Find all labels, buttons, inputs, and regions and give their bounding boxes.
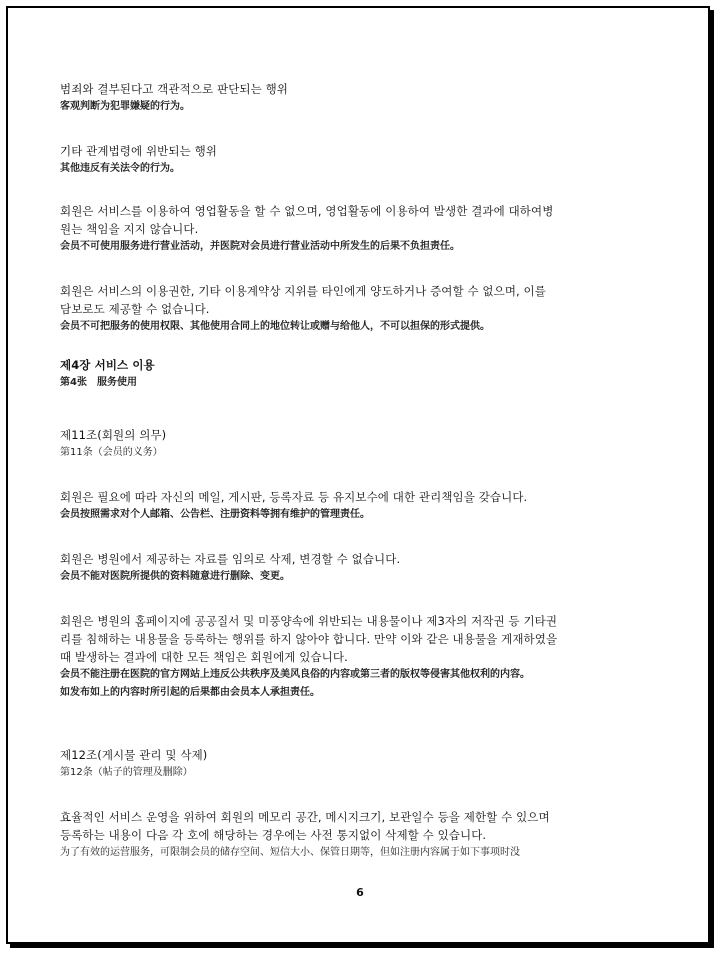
text-ko: 회원은 병원에서 제공하는 자료를 임의로 삭제, 변경할 수 없습니다. (60, 552, 401, 566)
article-12 (60, 746, 660, 862)
text-ko: 담보로도 제공할 수 없습니다. (60, 302, 210, 316)
article-11-title (60, 426, 660, 462)
page-number: 6 (356, 886, 364, 899)
article-11-para-2 (60, 550, 660, 586)
text-ko: 리를 침해하는 내용물을 등록하는 행위를 하지 않아야 합니다. 만약 이와 같은 내용물을 게재하였을 (60, 632, 558, 646)
text-zh: 会员不可把服务的使用权限、其他使用合同上的地位转让或赠与给他人，不可以担保的形式提供。 (60, 321, 490, 332)
chapter-title-zh: 第4张 服务使用 (60, 377, 137, 388)
clause-crime (60, 80, 660, 116)
article-12-para-1 (60, 808, 660, 862)
text-zh: 其他违反有关法令的行为。 (60, 163, 180, 174)
text-zh: 客观判断为犯罪嫌疑的行为。 (60, 101, 190, 112)
text-zh: 为了有效的运营服务，可限制会员的储存空间、短信大小、保管日期等，但如注册内容属于如下事项时没 (60, 847, 520, 858)
text-zh: 会员不能对医院所提供的资料随意进行删除、变更。 (60, 571, 290, 582)
text-ko: 범죄와 결부된다고 객관적으로 판단되는 행위 (60, 82, 288, 96)
article-12-title (60, 746, 660, 782)
text-ko: 등록하는 내용이 다음 각 호에 해당하는 경우에는 사전 통지없이 삭제할 수 있습니다. (60, 828, 487, 842)
text-zh: 会员按照需求对个人邮箱、公告栏、注册资料等拥有维护的管理责任。 (60, 509, 370, 520)
article-title-zh: 第11条（会员的义务） (60, 447, 163, 458)
text-zh: 如发布如上的内容时所引起的后果都由会员本人承担责任。 (60, 687, 320, 698)
article-title-ko: 제11조(회원의 의무) (60, 428, 167, 442)
text-ko: 때 발생하는 결과에 대한 모든 책임은 회원에게 있습니다. (60, 650, 348, 664)
clause-law-violation (60, 142, 660, 178)
text-ko: 회원은 서비스를 이용하여 영업활동을 할 수 없으며, 영업활동에 이용하여 발생한 결과에 대하여병 (60, 204, 554, 218)
text-zh: 会员不能注册在医院的官方网站上违反公共秩序及美风良俗的内容或第三者的版权等侵害其他权利的内容。 (60, 669, 530, 680)
article-11-para-3 (60, 612, 660, 702)
clause-transfer (60, 282, 660, 336)
text-ko: 회원은 병원의 홈페이지에 공공질서 및 미풍양속에 위반되는 내용물이나 제3자의 저작권 등 기타권 (60, 614, 558, 628)
text-ko: 원는 책임을 지지 않습니다. (60, 222, 199, 236)
text-zh: 会员不可使用服务进行营业活动，并医院对会员进行营业活动中所发生的后果不负担责任。 (60, 241, 460, 252)
text-ko: 효율적인 서비스 운영을 위하여 회원의 메모리 공간, 메시지크기, 보관일수 등을 제한할 수 있으며 (60, 810, 550, 824)
clause-business-activity (60, 202, 660, 256)
text-ko: 기타 관계법령에 위반되는 행위 (60, 144, 217, 158)
document-content (60, 80, 660, 888)
article-11 (60, 426, 660, 702)
text-ko: 회원은 필요에 따라 자신의 메일, 게시판, 등록자료 등 유지보수에 대한 관리책임을 갖습니다. (60, 490, 528, 504)
article-title-zh: 第12条（帖子的管理及删除） (60, 767, 193, 778)
chapter-heading (60, 356, 660, 392)
article-11-para-1 (60, 488, 660, 524)
text-ko: 회원은 서비스의 이용권한, 기타 이용계약상 지위를 타인에게 양도하거나 증여할 수 없으며, 이를 (60, 284, 546, 298)
article-title-ko: 제12조(게시물 관리 및 삭제) (60, 748, 208, 762)
chapter-title-ko: 제4장 서비스 이용 (60, 358, 155, 372)
